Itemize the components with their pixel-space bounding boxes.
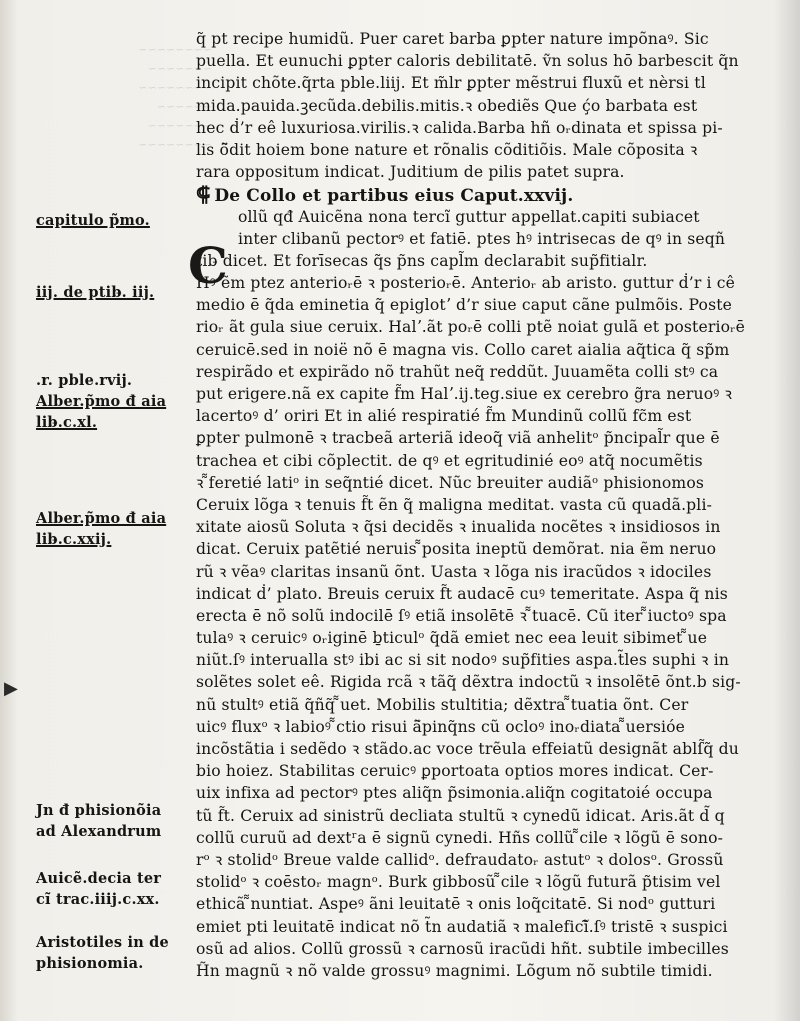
marginal-note-6 — [36, 868, 191, 910]
margin-pointer-icon: ▶ — [4, 678, 18, 699]
decorated-initial: C — [188, 236, 228, 295]
text-line: uix infixa ad pectorꝰ ptes aliq̃n p̃simonia.aliq̃n cogitatoié occupa — [196, 784, 713, 803]
paragraph-mark-icon: ⸿ — [196, 182, 211, 207]
text-line: ollũ qđ Auicẽna nona tercĩ guttur appellat.capiti subiacet — [238, 207, 700, 226]
text-line: ethicã ̃̃nuntiat. Aspeꝰ ãni leuitatē ꝛ onis loq̃citatē. Si nodᵒ gutturi — [196, 895, 716, 914]
text-line: inter clibanũ pectorꝰ et fatiē. ptes hꝰ intrisecas de qꝰ in seqñ — [238, 229, 726, 248]
marginal-note-line: Alber.p̃mo đ aia — [36, 393, 167, 410]
marginal-note-line: Alber.p̃mo đ aia — [36, 510, 167, 527]
text-line: respirãdo et expirãdo nõ trahũt neq̃ reddũt. Juuamẽta colli stꝰ ca — [196, 362, 719, 381]
text-line: niũt.ſꝰ interualla stꝰ ibi ac si sit nodoꝰ sup̃fities aspa.t̃les suphi ꝛ in — [196, 651, 730, 670]
text-line: H̃n magnũ ꝛ nõ valde grossuꝰ magnimi. Lõgum nõ subtile timidi. — [196, 961, 713, 980]
marginal-note-2 — [36, 282, 191, 303]
marginal-note-1 — [36, 210, 191, 231]
text-line: uicꝰ fluxᵒ ꝛ labioꝰ ̃̃ctio risui ã̃pinq̃ns cũ ocloꝰ inoᵣdiata ̃̃uersióe — [196, 717, 686, 736]
text-line: hec ḋ’r eê luxuriosa.virilis.ꝛ calida.Barba hñ oᵣdinata et spissa pi- — [196, 118, 723, 137]
text-line: put erigere.nã ex capite f̃m Halʼ.ij.teg.siue ex cerebro g̃ra neruoꝰ ꝛ — [196, 385, 732, 403]
text-line: stolidᵒ ꝛ coēstoᵣ magnᵒ. Burk gibbosũ ̃̃cile ꝛ lõgũ futurã p̃tisim vel — [196, 873, 721, 892]
chapter-heading — [196, 183, 766, 205]
text-line: lacertoꝰ d’ oriri Et in alié respiratié f̃m Mundinũ collũ fc̃m est — [196, 407, 692, 426]
text-line: indicat ḋ’ plato. Breuis ceruix f̃t audacē cuꝰ temeritate. Aspa q̃ nis — [196, 584, 728, 603]
text-line: medio ē q̃da eminetia q̃ epiglotʼ d’r siue caput cãne pulmõis. Poste — [196, 296, 733, 315]
text-line: ꝑpter pulmonē ꝛ tracbeã arteriã ideoq̃ viã anhelitᵒ p̃ncipal̃r que ē — [196, 429, 720, 448]
marginal-note-line: cĩ trac.iiij.c.xx. — [36, 891, 160, 908]
text-line: rᵒ ꝛ stolidᵒ Breue valde callidᵒ. defraudatoᵣ astutᵒ ꝛ dolosᵒ. Grossũ — [196, 850, 724, 869]
marginal-note-3 — [36, 370, 191, 433]
text-line: erecta ē nõ solũ indocilē ſꝰ etiã insolētē ꝛ ̃̃tuacē. Cũ iter ̃̃iuctoꝰ spa — [196, 606, 727, 625]
text-line: rara oppositum indicat. Juditium de pilis patet supra. — [196, 163, 625, 182]
text-line: tulaꝰ ꝛ ceruicꝰ oᵣiginē ḇticulᵒ q̃dã emiet nec eea leuit sibimet ̃̃ue — [196, 629, 708, 648]
marginal-note-4 — [36, 508, 191, 550]
marginal-note-line: Auicẽ.decia ter — [36, 870, 162, 887]
marginal-note-line: capitulo p̃mo. — [36, 212, 150, 229]
text-line: trachea et cibi cõplectit. de qꝰ et egritudinié eoꝰ atq̃ nocumẽtis — [196, 451, 703, 470]
text-line: emiet pti leuitatē indicat nõ t̃n audatiã ꝛ maleficĩ̃.ſꝰ tristē ꝛ suspici — [196, 917, 728, 936]
text-line: tũ f̃t. Ceruix ad sinistrũ decliata stultũ ꝛ cynedũ idicat. Aris.ãt d̃ q — [196, 806, 725, 825]
marginal-note-line: iij. de ptib̵. iij. — [36, 284, 155, 301]
text-line: dicat. Ceruix patẽtié neruis ̃̃posita ineptũ demõrat. nia ẽm neruo — [196, 540, 717, 559]
text-line: Hꝰ ẽm ptez anterioᵣē ꝛ posterioᵣē. Anterioᵣ ab aristo. guttur ḋ’r i cê — [196, 274, 736, 293]
marginal-note-line: ad Alexandrum — [36, 823, 162, 840]
marginal-note-line: lib̵.c.xxij. — [36, 531, 112, 548]
bleed-through-text: ~~~~~~~~ ~~~~~~~ ~~~~~~~~ ~~~~~~ ~~~~~~~ ~~~~~~~~ — [138, 43, 212, 151]
text-line: puella. Et eunuchi ꝑpter caloris debilitatē. ṽn solus hō barbescit q̃n — [196, 52, 739, 71]
text-line: bio hoiez. Stabilitas ceruicꝰ ꝑportoata optios mores indicat. Cer- — [196, 762, 714, 781]
marginal-note-line: phisionomia. — [36, 955, 144, 972]
text-line: osũ ad alios. Collũ grossũ ꝛ carnosũ iracũdi hñt. subtile imbecilles — [196, 939, 729, 958]
text-line: Ceruix lõga ꝛ tenuis f̃t ẽn q̃ maligna meditat. vasta cũ quadã.pli- — [196, 495, 713, 514]
marginal-note-line: Jn đ phisionõia — [36, 802, 162, 819]
text-line: solẽtes solet eê. Rigida rcã ꝛ tãq̃ dẽxtra indoctũ ꝛ insolẽtē õnt.b sig- — [196, 673, 741, 692]
text-line: incipit chõte.q̃rta pble.liij. Et m̃lr ꝑpter mẽstrui fluxũ et nèrsi tl — [196, 74, 706, 93]
text-line: nũ stultꝰ etiã q̃ñq̃ ̃̃uet. Mobilis stultitia; dẽxtra ̃̃tuatia õnt. Cer — [196, 695, 689, 714]
marginal-note-line: lib̵.c.xl. — [36, 414, 98, 431]
text-line: ceruicē.sed in noië nõ ē magna vis. Collo caret aialia aq̃tica q̃ sp̃m — [196, 340, 730, 359]
text-line: tib̵ dicet. Et forīsecas q̃s p̃ns capl̃m declarabit sup̃fitialr. — [196, 251, 648, 270]
marginal-note-line: .r. pble.rvij. — [36, 372, 133, 389]
text-line: lis õ̃dit hoiem bone nature et rõnalis cõditiõis. Male cõposita ꝛ — [196, 140, 698, 159]
text-line: rũ ꝛ vẽaꝰ claritas insanũ õnt. Uasta ꝛ lõga nis iracũdos ꝛ idociles — [196, 562, 712, 581]
text-line: rioᵣ ãt gula siue ceruix. Halʼ.ãt poᵣē colli ptẽ noiat gulã et posterioᵣē — [196, 318, 746, 337]
text-line: q̃ pt recipe humidũ. Puer caret barba ꝑpter nature impõnaꝰ. Sic — [196, 30, 709, 48]
text-line: xitate aiosũ Soluta ꝛ q̃si decidẽs ꝛ inualida nocẽtes ꝛ insidiosos in — [196, 518, 721, 537]
text-line: ꝛ ̃̃feretié latiᵒ in seq̃ntié dicet. Nũc breuiter audiãᵒ phisionomos — [196, 473, 705, 492]
marginal-note-5 — [36, 800, 191, 842]
text-line: collũ curuũ ad dextʳa ē signũ cynedi. Hñs collũ ̃̃cile ꝛ lõgũ ē sono- — [196, 828, 724, 847]
chapter-title: De Collo et partibus eius Caput.xxvij. — [214, 186, 574, 207]
main-text-column — [188, 28, 766, 982]
text-line: mida.pauida.ꝫecũda.debilis.mitis.ꝛ obediẽs Que ḉo barbata est — [196, 96, 698, 115]
text-line: incõstãtia i sedẽdo ꝛ stãdo.ac voce trẽula effeiatũ designãt ablſ̃q̃ du — [196, 740, 739, 758]
marginal-note-7 — [36, 932, 191, 974]
marginal-note-line: Aristotiles in de — [36, 934, 169, 951]
